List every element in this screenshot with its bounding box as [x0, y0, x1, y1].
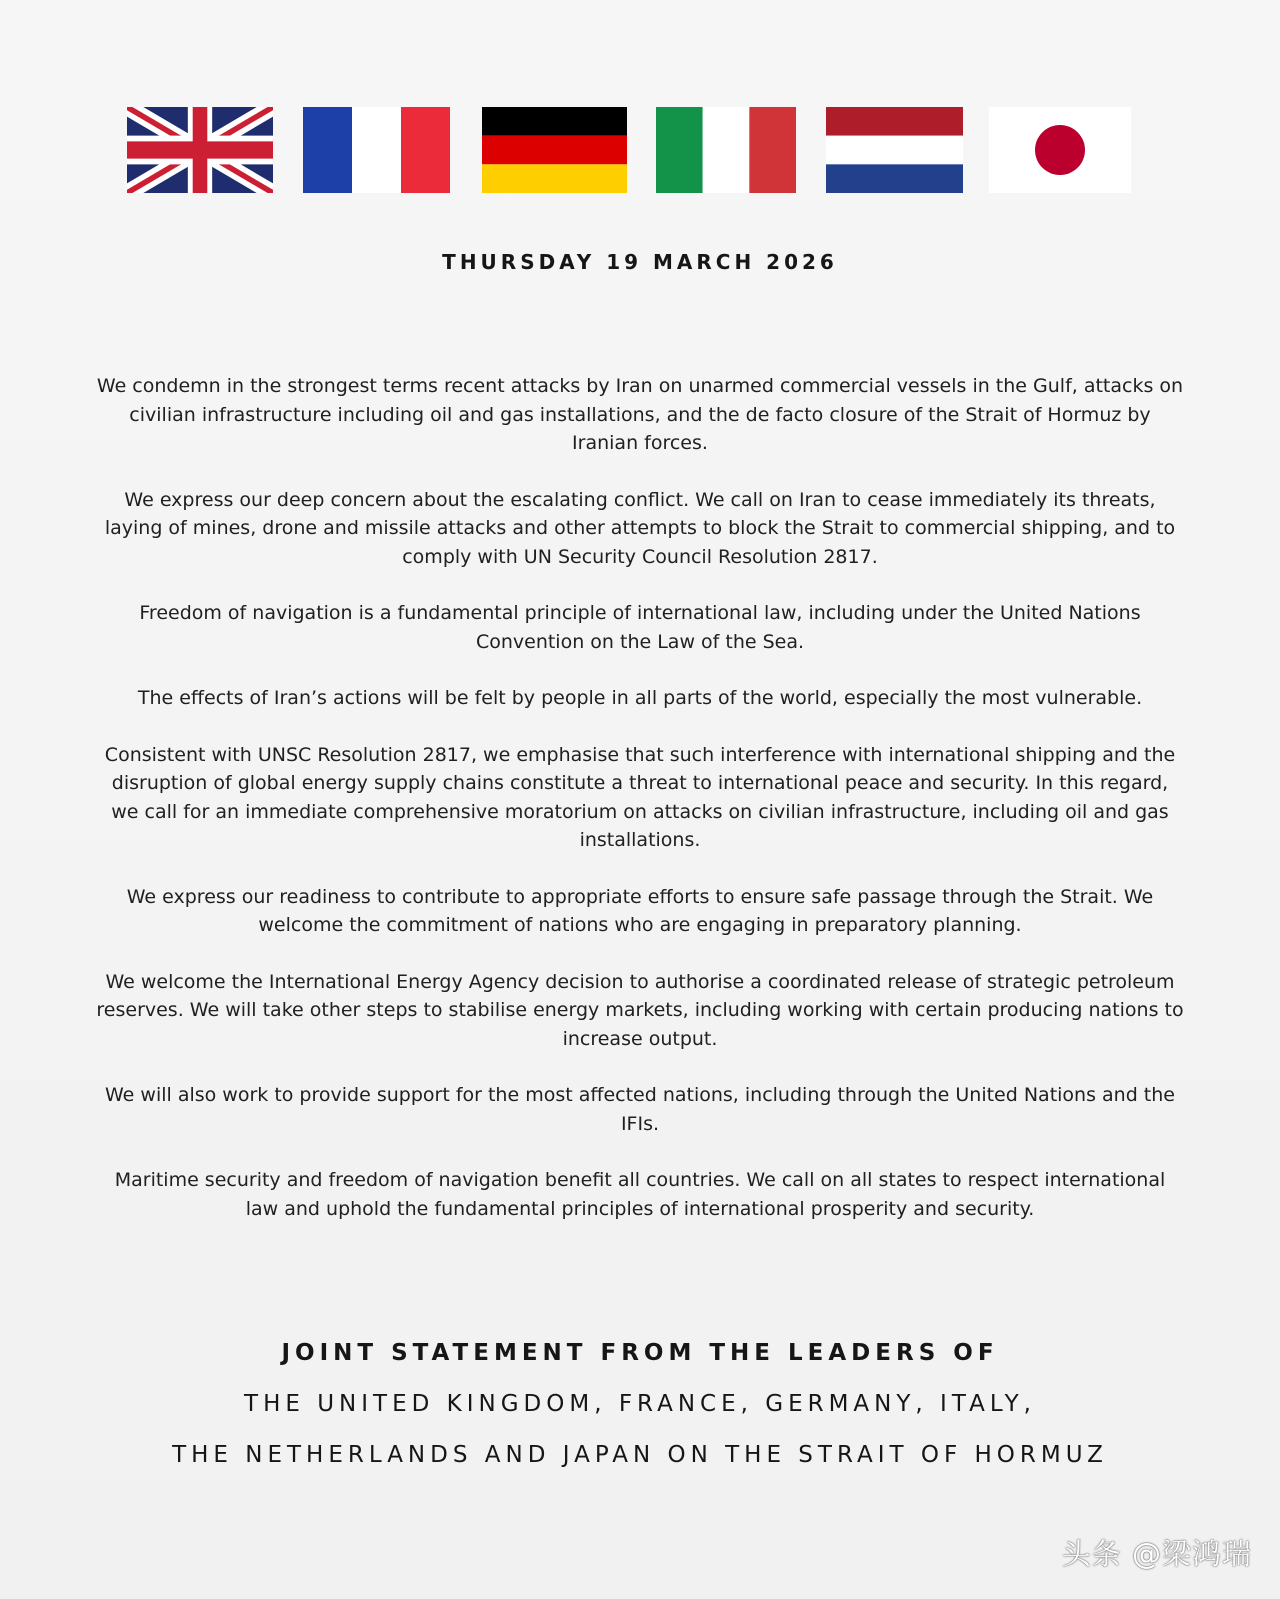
japan-flag-icon: [989, 107, 1131, 193]
paragraph: Freedom of navigation is a fundamental principle of international law, including under the United Nations Convention on the Law of the Sea.: [139, 602, 1141, 653]
footer-line-2: THE NETHERLANDS AND JAPAN ON THE STRAIT OF HORMUZ: [172, 1442, 1108, 1468]
watermark: 头条 @梁鸿瑞: [1061, 1537, 1252, 1571]
france-flag-icon: [303, 107, 450, 193]
footer-heading: JOINT STATEMENT FROM THE LEADERS OF: [281, 1340, 999, 1366]
paragraph: We condemn in the strongest terms recent attacks by Iran on unarmed commercial vessels in the Gulf, attacks on civilian infrastructure including oil and gas installations, and the de facto closure of the Strait of Hormuz by Iranian forces.: [96, 375, 1184, 454]
paragraph: We express our readiness to contribute to appropriate efforts to ensure safe passage through the Strait. We welcome the commitment of nations who are engaging in preparatory planning.: [126, 885, 1154, 936]
paragraph: We welcome the International Energy Agency decision to authorise a coordinated release of strategic petroleum reserves. We will take other steps to stabilise energy markets, including working with certain producing nations to increase output.: [96, 970, 1184, 1050]
statement-footer: [0, 1339, 1280, 1492]
paragraph: Maritime security and freedom of navigation benefit all countries. We call on all states to respect international law and uphold the fundamental principles of international prosperity and security.: [114, 1169, 1166, 1220]
paragraph: The effects of Iran’s actions will be felt by people in all parts of the world, especially the most vulnerable.: [137, 687, 1143, 709]
paragraph: Consistent with UNSC Resolution 2817, we emphasise that such interference with international shipping and the disruption of global energy supply chains constitute a threat to international peace and security. In this regard, we call for an immediate comprehensive moratorium on attacks on civilian infrastructure, including oil and gas installations.: [104, 743, 1176, 851]
paragraph: We will also work to provide support for the most affected nations, including through the United Nations and the IFIs.: [105, 1084, 1175, 1135]
paragraph: We express our deep concern about the escalating conflict. We call on Iran to cease immediately its threats, laying of mines, drone and missile attacks and other attempts to block the Strait to commercial shipping, and to comply with UN Security Council Resolution 2817.: [104, 488, 1176, 568]
netherlands-flag-icon: [826, 107, 963, 193]
germany-flag-icon: [482, 107, 627, 193]
statement-date: THURSDAY 19 MARCH 2026: [442, 250, 838, 274]
italy-flag-icon: [656, 107, 796, 193]
footer-line-1: THE UNITED KINGDOM, FRANCE, GERMANY, ITALY,: [244, 1391, 1036, 1417]
flag-row: [127, 107, 1153, 193]
uk-flag-icon: [127, 107, 273, 193]
statement-body: [96, 372, 1184, 1251]
